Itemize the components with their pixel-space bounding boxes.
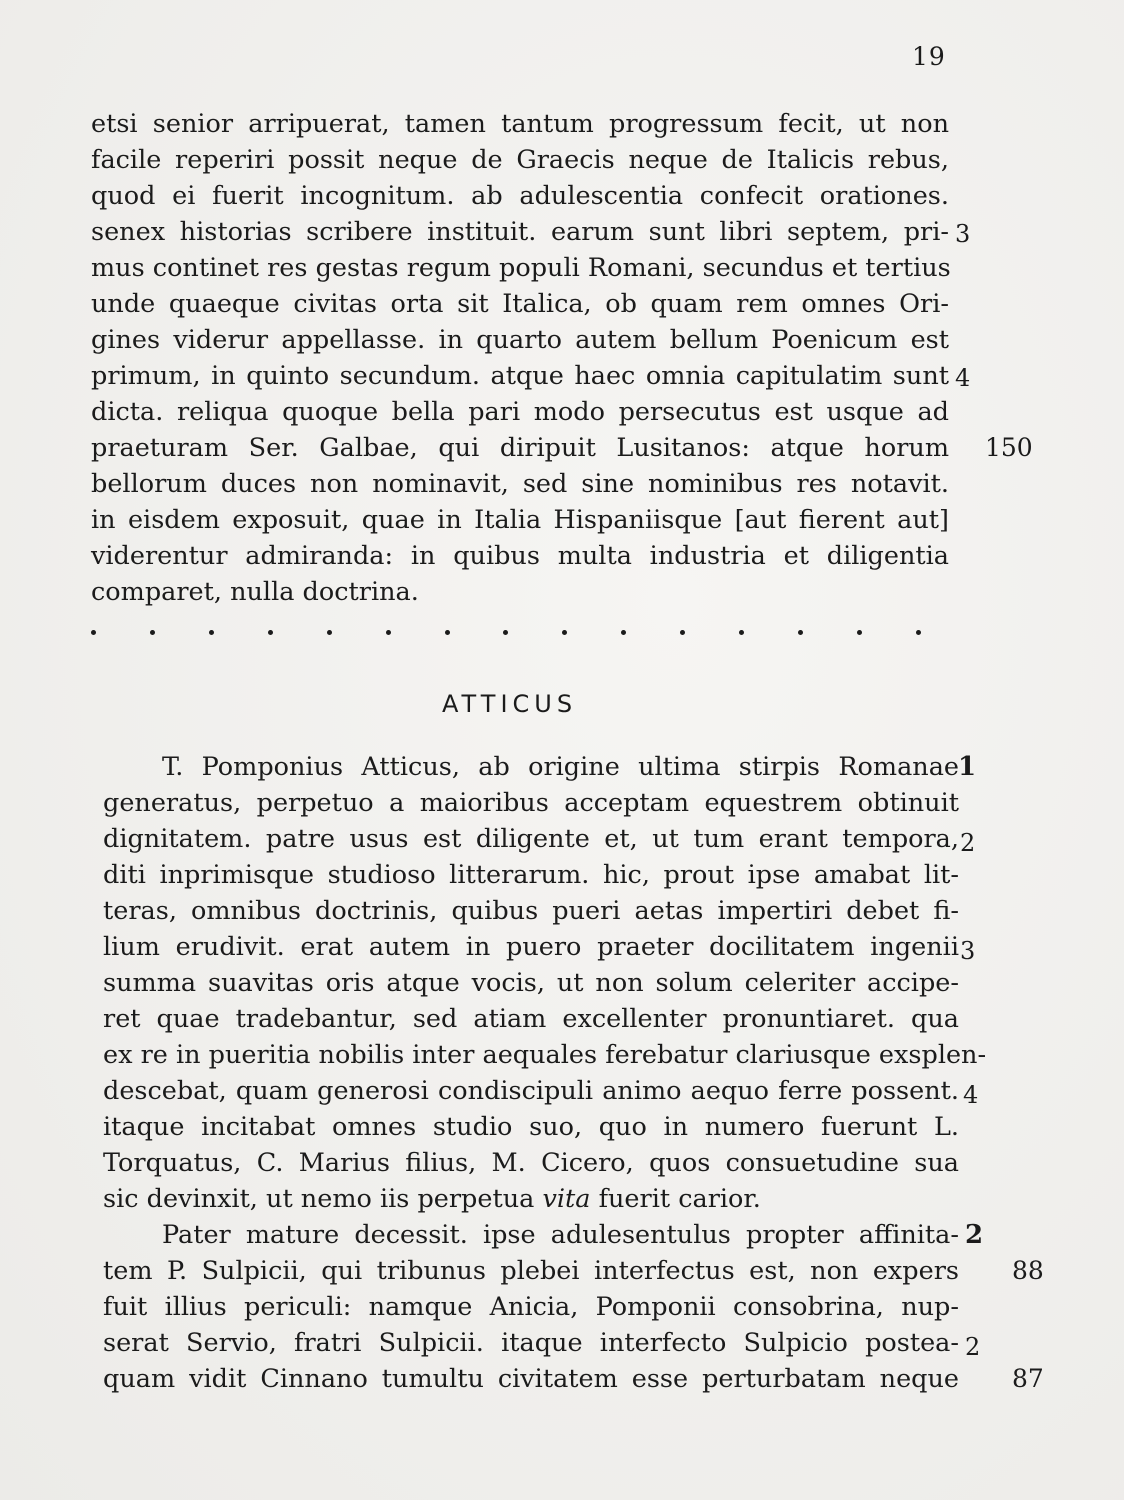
text-line: viderentur admiranda: in quibus multa industria et diligentia bbox=[91, 541, 949, 571]
paragraph-marker: 2 bbox=[965, 1333, 981, 1361]
omission-dot bbox=[268, 630, 273, 635]
omission-dots bbox=[91, 610, 921, 644]
omission-dot bbox=[857, 630, 862, 635]
omission-dot bbox=[209, 630, 214, 635]
text-line: senex historias scribere instituit. earum sunt libri septem, pri- bbox=[91, 217, 949, 247]
text-line: ret quae tradebantur, sed atiam excellenter pronuntiaret. qua bbox=[103, 1004, 959, 1034]
paragraph-marker: 2 bbox=[960, 829, 976, 857]
omission-dot bbox=[150, 630, 155, 635]
paragraph-marker: 3 bbox=[955, 220, 971, 248]
omission-dot bbox=[91, 630, 96, 635]
text-line: quod ei fuerit incognitum. ab adulescentia confecit orationes. bbox=[91, 181, 949, 211]
text-line: unde quaeque civitas orta sit Italica, ob quam rem omnes Ori- bbox=[91, 289, 949, 319]
text-line: T. Pomponius Atticus, ab origine ultima stirpis Romanae bbox=[162, 752, 959, 782]
text-line: descebat, quam generosi condiscipuli animo aequo ferre possent. bbox=[103, 1076, 959, 1106]
text-line: dignitatem. patre usus est diligente et, ut tum erant tempora, bbox=[103, 824, 959, 854]
text-line: primum, in quinto secundum. atque haec omnia capitulatim sunt bbox=[91, 361, 949, 391]
chapter-marker: 2 bbox=[965, 1220, 984, 1250]
omission-dot bbox=[916, 630, 921, 635]
text-line: mus continet res gestas regum populi Romani, secundus et tertius bbox=[91, 253, 951, 283]
text-line: tem P. Sulpicii, qui tribunus plebei interfectus est, non expers bbox=[103, 1256, 959, 1286]
chapter-marker: 1 bbox=[958, 752, 977, 782]
text-line: in eisdem exposuit, quae in Italia Hispaniisque [aut fierent aut] bbox=[91, 505, 949, 535]
margin-year: 87 bbox=[1012, 1364, 1044, 1393]
text-line: ex re in pueritia nobilis inter aequales ferebatur clariusque exsplen- bbox=[103, 1040, 987, 1070]
text-line: Torquatus, C. Marius filius, M. Cicero, quos consuetudine sua bbox=[103, 1148, 959, 1178]
text-line: diti inprimisque studioso litterarum. hic, prout ipse amabat lit- bbox=[103, 860, 959, 890]
omission-dot bbox=[445, 630, 450, 635]
omission-dot bbox=[798, 630, 803, 635]
text-line: gines viderur appellasse. in quarto autem bellum Poenicum est bbox=[91, 325, 949, 355]
omission-dot bbox=[327, 630, 332, 635]
omission-dot bbox=[562, 630, 567, 635]
italic-word: vita bbox=[542, 1184, 591, 1214]
section-heading: ATTICUS bbox=[442, 690, 578, 718]
text-line: Pater mature decessit. ipse adulesentulus propter affinita- bbox=[162, 1220, 959, 1250]
text-line: comparet, nulla doctrina. bbox=[91, 577, 419, 607]
omission-dot bbox=[621, 630, 626, 635]
text-line bbox=[103, 1182, 959, 1216]
text-line: dicta. reliqua quoque bella pari modo persecutus est usque ad bbox=[91, 397, 949, 427]
text-line: generatus, perpetuo a maioribus acceptam equestrem obtinuit bbox=[103, 788, 959, 818]
text-line: summa suavitas oris atque vocis, ut non solum celeriter accipe- bbox=[103, 968, 959, 998]
text-line: fuit illius periculi: namque Anicia, Pomponii consobrina, nup- bbox=[103, 1292, 959, 1322]
text-line: etsi senior arripuerat, tamen tantum progressum fecit, ut non bbox=[91, 109, 949, 139]
omission-dot bbox=[503, 630, 508, 635]
text-line: itaque incitabat omnes studio suo, quo in numero fuerunt L. bbox=[103, 1112, 959, 1142]
text-line: serat Servio, fratri Sulpicii. itaque interfecto Sulpicio postea- bbox=[103, 1328, 959, 1358]
page-number: 19 bbox=[912, 42, 946, 71]
paragraph-marker: 3 bbox=[960, 937, 976, 965]
text-line: praeturam Ser. Galbae, qui diripuit Lusitanos: atque horum bbox=[91, 433, 949, 463]
omission-dot bbox=[680, 630, 685, 635]
omission-dot bbox=[386, 630, 391, 635]
text-fragment: fuerit carior. bbox=[590, 1184, 761, 1214]
margin-year: 88 bbox=[1012, 1256, 1044, 1285]
paragraph-marker: 4 bbox=[955, 364, 971, 392]
text-line: quam vidit Cinnano tumultu civitatem esse perturbatam neque bbox=[103, 1364, 959, 1394]
text-line: teras, omnibus doctrinis, quibus pueri aetas impertiri debet fi- bbox=[103, 896, 959, 926]
margin-year: 150 bbox=[985, 433, 1033, 462]
text-line: lium erudivit. erat autem in puero praeter docilitatem ingenii bbox=[103, 932, 959, 962]
paragraph-marker: 4 bbox=[963, 1081, 979, 1109]
omission-dot bbox=[739, 630, 744, 635]
text-line: bellorum duces non nominavit, sed sine nominibus res notavit. bbox=[91, 469, 949, 499]
text-line: facile reperiri possit neque de Graecis neque de Italicis rebus, bbox=[91, 145, 949, 175]
text-fragment: sic devinxit, ut nemo iis perpetua bbox=[103, 1184, 543, 1214]
